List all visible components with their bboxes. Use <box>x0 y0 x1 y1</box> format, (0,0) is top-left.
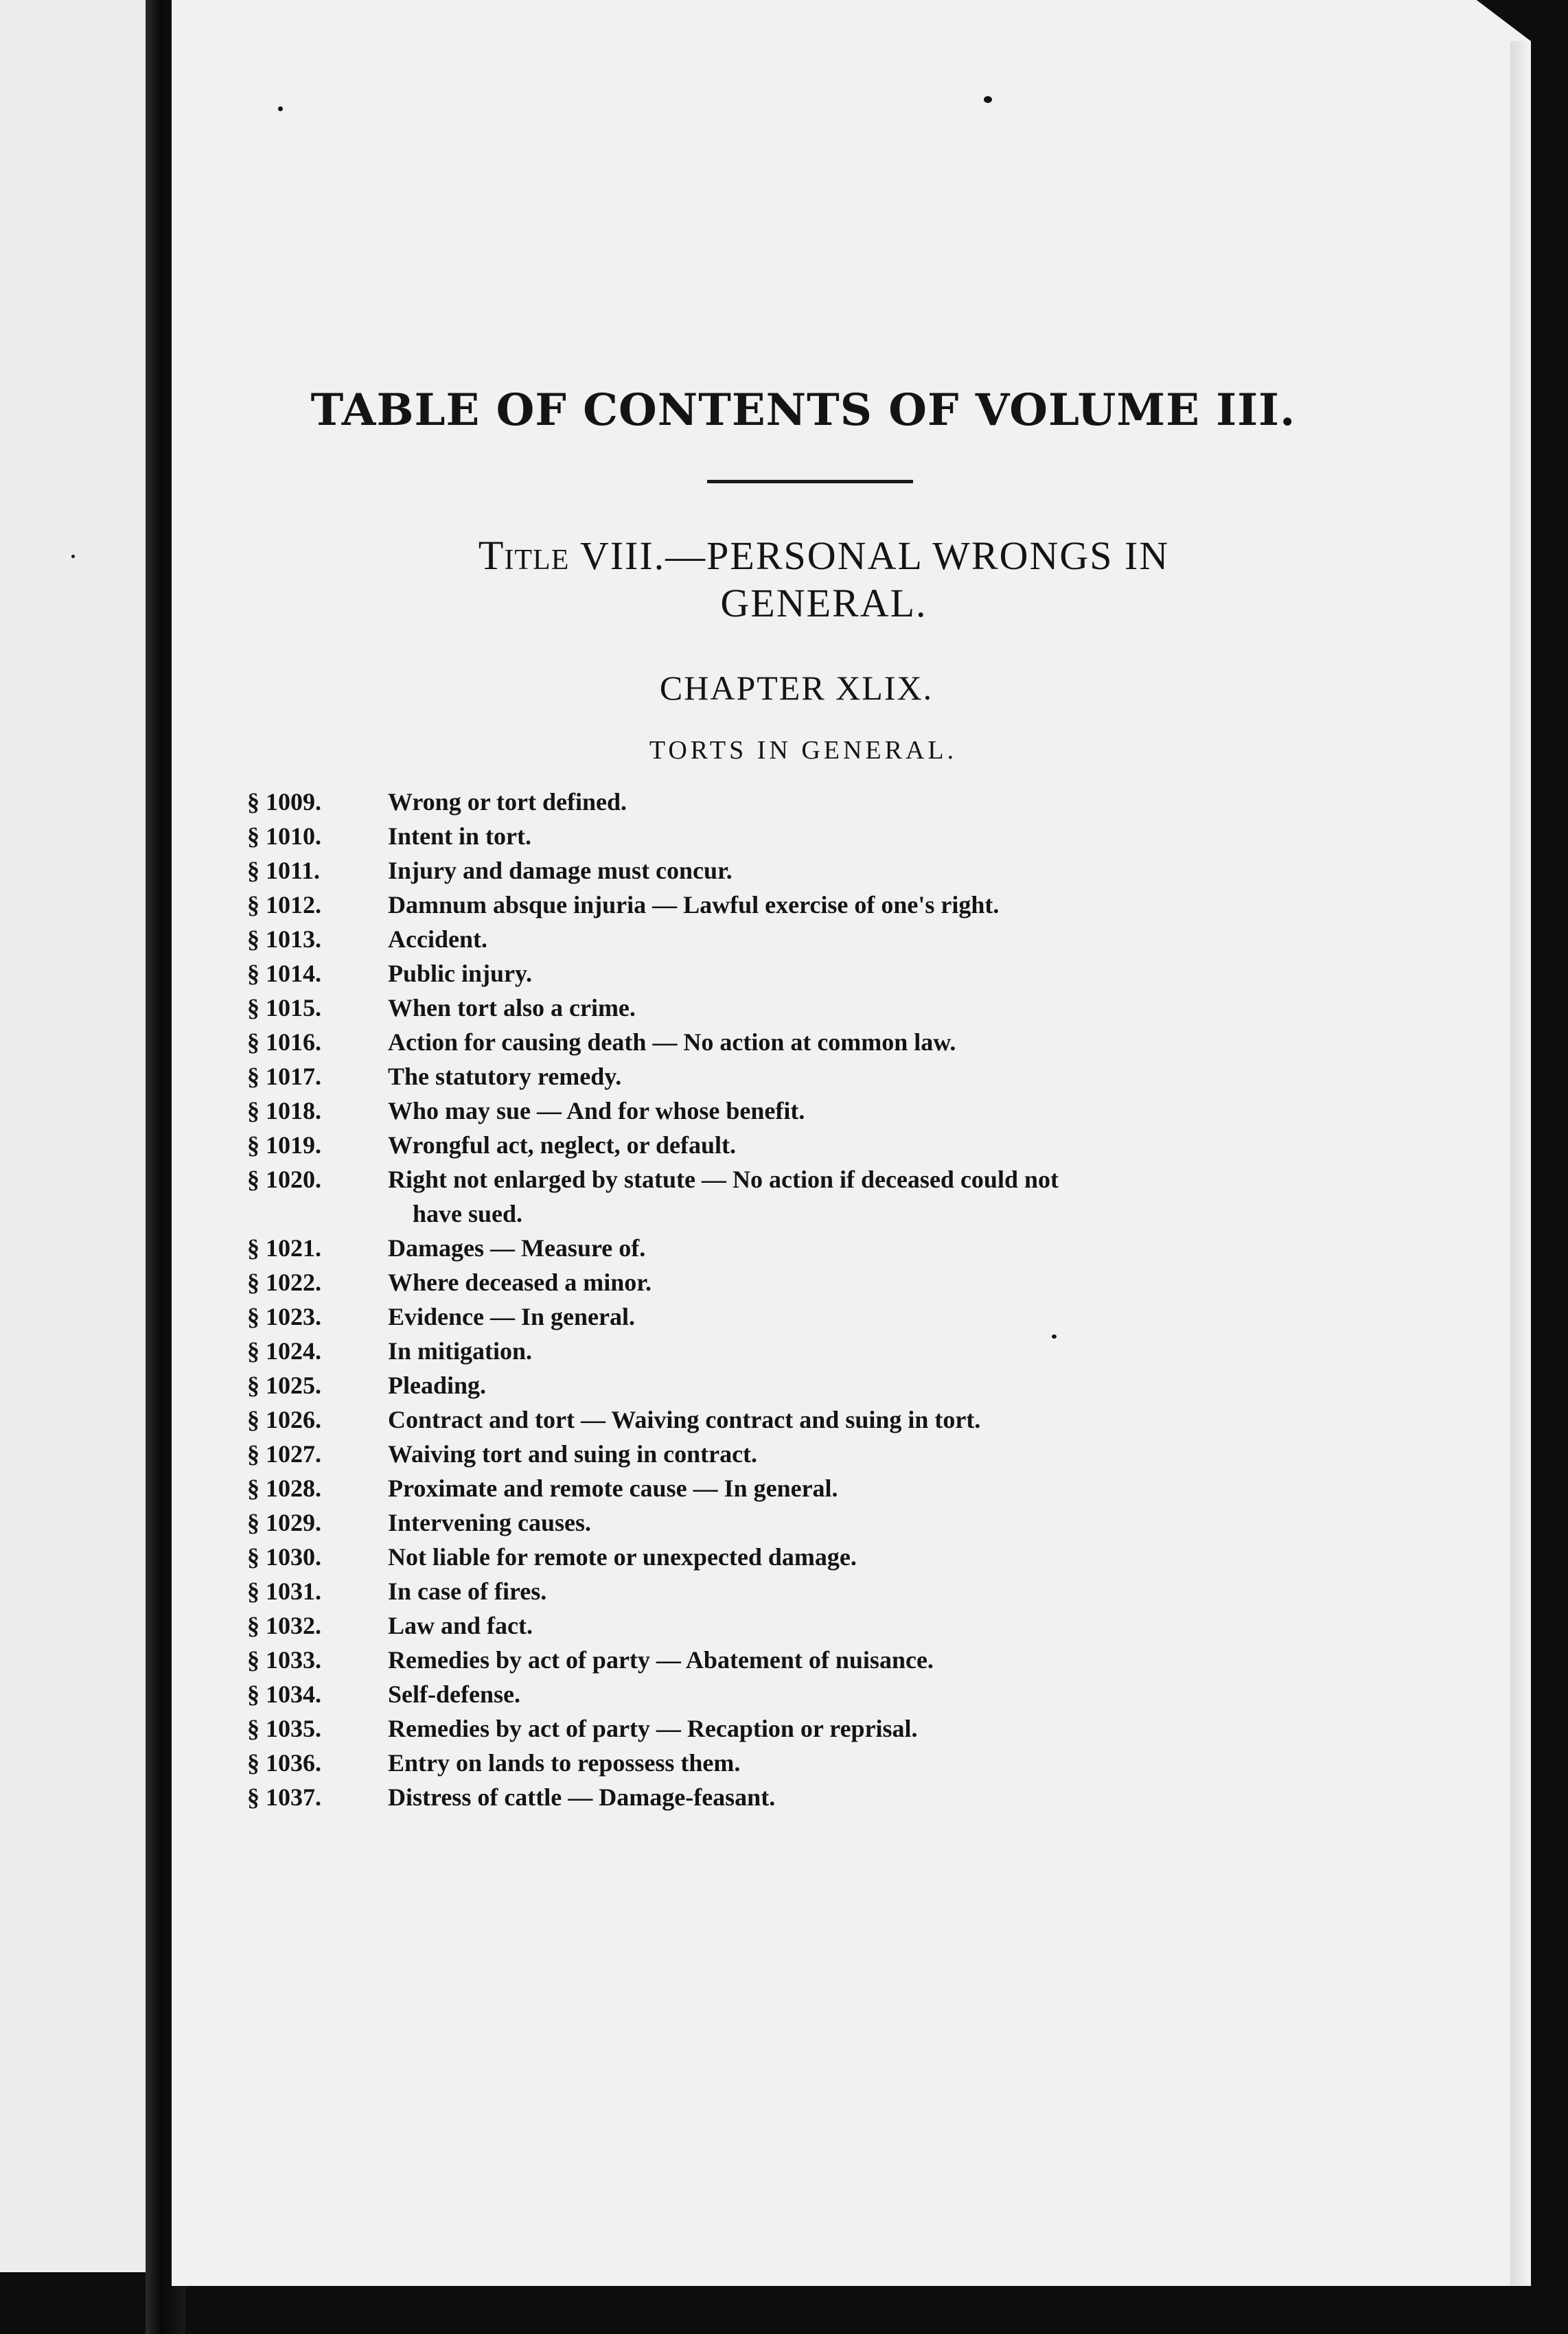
toc-entry <box>247 1608 1318 1643</box>
section-title <box>388 922 1318 956</box>
section-title <box>388 1162 1318 1231</box>
section-title-text: Where deceased a minor. <box>388 1269 652 1297</box>
page-edge <box>1510 41 1531 2286</box>
section-title <box>388 1574 1318 1608</box>
toc-entry <box>247 1231 1318 1265</box>
toc-entry <box>247 1780 1318 1814</box>
section-title-text: Distress of cattle — Damage-feasant. <box>388 1783 776 1812</box>
section-title <box>388 956 1318 991</box>
chapter-heading: CHAPTER XLIX. <box>659 669 934 708</box>
section-number: § 1012. <box>247 891 321 919</box>
page-content <box>247 384 1318 1839</box>
section-number: § 1022. <box>247 1269 321 1297</box>
title-heading <box>247 531 1318 627</box>
section-title <box>388 1368 1318 1402</box>
section-number: § 1030. <box>247 1543 321 1571</box>
section-title-text: In case of fires. <box>388 1578 547 1606</box>
section-title-text: Right not enlarged by statute — No action if deceased could not <box>388 1166 1059 1194</box>
toc-entry <box>247 1265 1318 1299</box>
section-number: § 1013. <box>247 925 321 954</box>
section-title <box>388 888 1318 922</box>
section-number: § 1034. <box>247 1680 321 1709</box>
ink-speck <box>278 106 283 111</box>
section-title <box>388 1608 1318 1643</box>
section-title-text: Self-defense. <box>388 1680 520 1709</box>
section-number: § 1027. <box>247 1440 321 1468</box>
title-number: VIII. <box>579 533 666 578</box>
toc-entry <box>247 1299 1318 1334</box>
toc-entry <box>247 1437 1318 1471</box>
toc-entry <box>247 1677 1318 1711</box>
section-title <box>388 853 1318 888</box>
toc-entry <box>247 1711 1318 1746</box>
section-title <box>388 1746 1318 1780</box>
section-title <box>388 1437 1318 1471</box>
toc-entry <box>247 853 1318 888</box>
section-number: § 1010. <box>247 822 321 851</box>
section-title-text: Remedies by act of party — Recaption or reprisal. <box>388 1715 918 1743</box>
section-title <box>388 1471 1318 1505</box>
section-number: § 1025. <box>247 1372 321 1400</box>
toc-entry <box>247 1471 1318 1505</box>
toc-entry <box>247 1162 1318 1231</box>
title-dash: — <box>665 533 707 578</box>
toc-list <box>247 785 1318 1814</box>
section-title-text: Entry on lands to repossess them. <box>388 1749 741 1777</box>
section-title-text: Contract and tort — Waiving contract and suing in tort. <box>388 1406 981 1434</box>
toc-entry <box>247 1402 1318 1437</box>
section-number: § 1031. <box>247 1578 321 1606</box>
section-title <box>388 1780 1318 1814</box>
toc-entry <box>247 888 1318 922</box>
section-number: § 1020. <box>247 1166 321 1194</box>
toc-entry <box>247 1334 1318 1368</box>
toc-entry <box>247 1094 1318 1128</box>
section-number: § 1037. <box>247 1783 321 1812</box>
section-title-text: Injury and damage must concur. <box>388 857 733 885</box>
section-number: § 1018. <box>247 1097 321 1125</box>
ink-speck <box>984 96 992 103</box>
section-title-text: Pleading. <box>388 1372 487 1400</box>
title-heading-text: PERSONAL WRONGS IN <box>706 533 1170 578</box>
ink-speck <box>71 555 75 558</box>
section-title <box>388 1505 1318 1540</box>
toc-entry <box>247 785 1318 819</box>
section-title-text: Intent in tort. <box>388 822 531 851</box>
section-number: § 1017. <box>247 1063 321 1091</box>
section-number: § 1009. <box>247 788 321 816</box>
section-title-text: Public injury. <box>388 960 533 988</box>
section-title <box>388 1334 1318 1368</box>
section-title-text: Who may sue — And for whose benefit. <box>388 1097 805 1125</box>
section-title <box>388 1025 1318 1059</box>
section-number: § 1026. <box>247 1406 321 1434</box>
section-title <box>388 1402 1318 1437</box>
section-title <box>388 1094 1318 1128</box>
section-number: § 1011. <box>247 857 321 885</box>
section-title <box>388 1677 1318 1711</box>
section-title-text: Accident. <box>388 925 487 954</box>
section-title <box>388 1059 1318 1094</box>
section-title-text: Law and fact. <box>388 1612 533 1640</box>
section-number: § 1014. <box>247 960 321 988</box>
toc-entry <box>247 1746 1318 1780</box>
section-title-text: Not liable for remote or unexpected damage. <box>388 1543 857 1571</box>
toc-entry <box>247 1505 1318 1540</box>
toc-entry <box>247 1368 1318 1402</box>
section-title <box>388 1299 1318 1334</box>
page-title: TABLE OF CONTENTS OF VOLUME III. <box>310 384 1296 436</box>
section-number: § 1028. <box>247 1475 321 1503</box>
toc-entry <box>247 819 1318 853</box>
section-title <box>388 785 1318 819</box>
section-title-text: Proximate and remote cause — In general. <box>388 1475 838 1503</box>
section-title <box>388 1711 1318 1746</box>
section-title-text: The statutory remedy. <box>388 1063 622 1091</box>
section-title-text: Damnum absque injuria — Lawful exercise of one's right. <box>388 891 1000 919</box>
section-title-text: Waiving tort and suing in contract. <box>388 1440 758 1468</box>
section-title-text: In mitigation. <box>388 1337 533 1365</box>
section-title-text: Wrong or tort defined. <box>388 788 627 816</box>
section-number: § 1036. <box>247 1749 321 1777</box>
toc-entry <box>247 1059 1318 1094</box>
section-number: § 1033. <box>247 1646 321 1674</box>
section-title-text: Action for causing death — No action at common law. <box>388 1028 956 1056</box>
section-number: § 1032. <box>247 1612 321 1640</box>
section-number: § 1016. <box>247 1028 321 1056</box>
section-title <box>388 991 1318 1025</box>
section-number: § 1015. <box>247 994 321 1022</box>
section-number: § 1023. <box>247 1303 321 1331</box>
toc-entry <box>247 922 1318 956</box>
section-title-text: Wrongful act, neglect, or default. <box>388 1131 736 1159</box>
section-title-text: Damages — Measure of. <box>388 1234 646 1262</box>
toc-entry <box>247 991 1318 1025</box>
section-heading: TORTS IN GENERAL. <box>649 736 958 765</box>
section-title <box>388 1128 1318 1162</box>
section-title <box>388 1265 1318 1299</box>
section-number: § 1021. <box>247 1234 321 1262</box>
toc-entry <box>247 956 1318 991</box>
section-number: § 1019. <box>247 1131 321 1159</box>
section-title <box>388 819 1318 853</box>
toc-entry <box>247 1540 1318 1574</box>
section-title <box>388 1643 1318 1677</box>
section-title <box>388 1540 1318 1574</box>
toc-entry <box>247 1574 1318 1608</box>
section-number: § 1035. <box>247 1715 321 1743</box>
title-heading-line2: GENERAL. <box>720 580 927 625</box>
facing-page <box>0 0 146 2272</box>
section-title-continuation: have sued. <box>413 1200 523 1228</box>
section-title-text: Intervening causes. <box>388 1509 591 1537</box>
section-number: § 1029. <box>247 1509 321 1537</box>
section-title-text: Remedies by act of party — Abatement of nuisance. <box>388 1646 934 1674</box>
toc-entry <box>247 1643 1318 1677</box>
toc-entry <box>247 1025 1318 1059</box>
section-title-text: Evidence — In general. <box>388 1303 635 1331</box>
section-title-text: When tort also a crime. <box>388 994 636 1022</box>
toc-entry <box>247 1128 1318 1162</box>
title-heading-line1 <box>330 531 1318 580</box>
title-rule <box>707 480 913 483</box>
section-number: § 1024. <box>247 1337 321 1365</box>
section-title <box>388 1231 1318 1265</box>
title-prefix: Title <box>478 532 570 578</box>
